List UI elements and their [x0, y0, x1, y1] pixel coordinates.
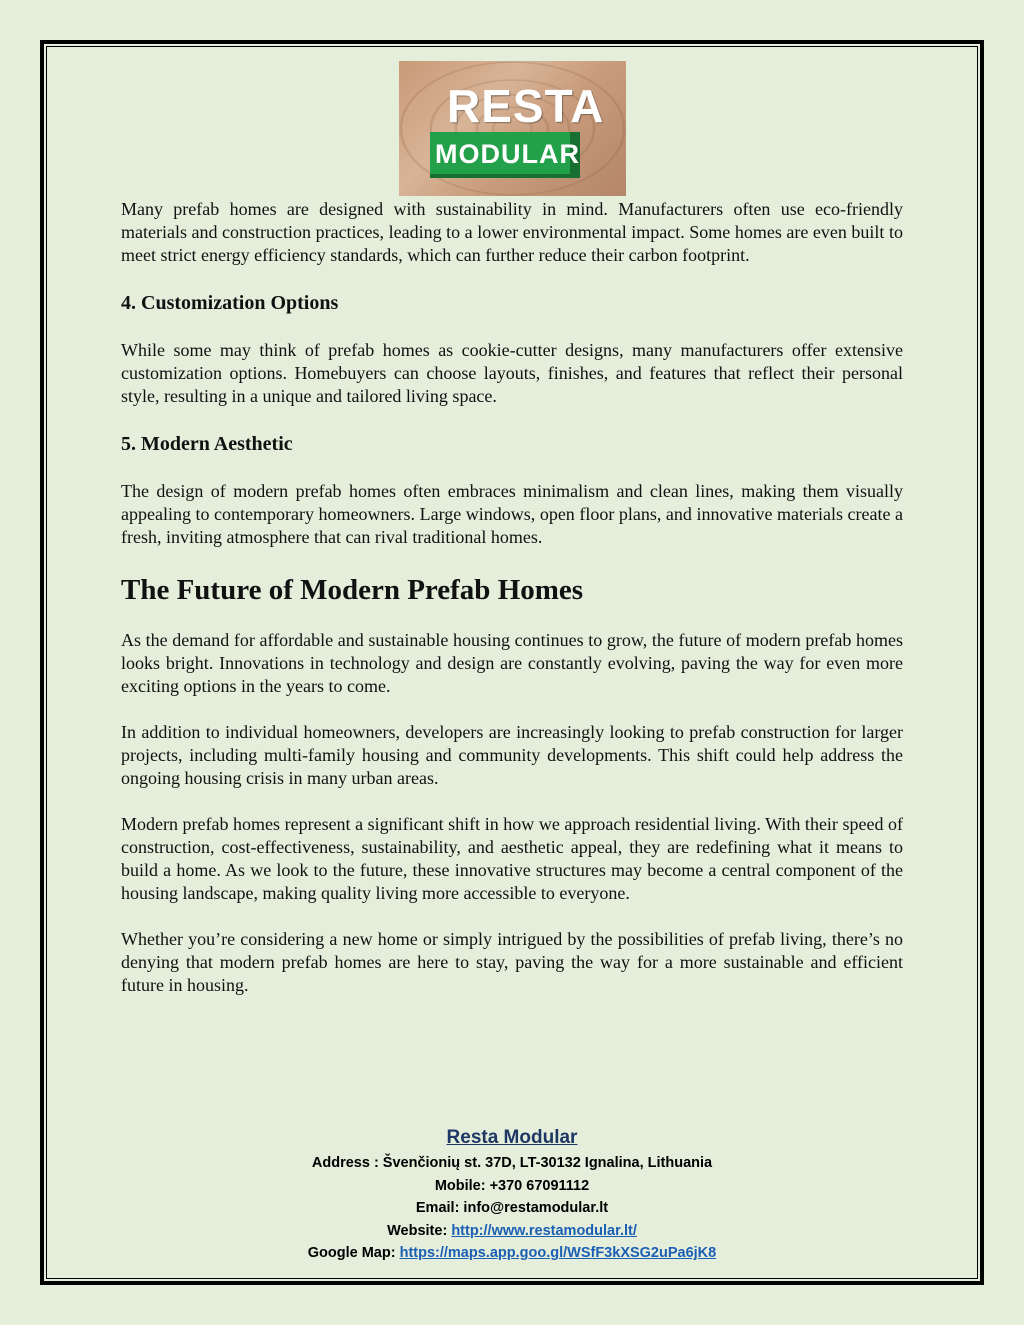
section5-paragraph: The design of modern prefab homes often embraces minimalism and clean lines, making them visually appealing to contemporary homeowners. Large windows, open floor plans, and innovative materials create a fresh, inviting atmosphere that can rival traditional homes.	[121, 481, 903, 547]
contact-footer	[46, 1124, 978, 1265]
mobile-line: Mobile: +370 67091112	[434, 1177, 590, 1194]
future-paragraph-1: As the demand for affordable and sustainable housing continues to grow, the future of modern prefab homes looks bright. Innovations in technology and design are constantly evolving, paving the way for even more exciting options in the years to come.	[121, 630, 903, 696]
section4-heading: 4. Customization Options	[121, 292, 339, 314]
google-map-link[interactable]: https://maps.app.goo.gl/WSfF3kXSG2uPa6jK8	[399, 1245, 717, 1261]
future-paragraph-2: In addition to individual homeowners, developers are increasingly looking to prefab construction for larger projects, including multi-family housing and community developments. This shift could help address the ongoing housing crisis in many urban areas.	[121, 722, 903, 788]
future-paragraph-4: Whether you’re considering a new home or simply intrigued by the possibilities of prefab living, there’s no denying that modern prefab homes are here to stay, paving the way for a more sustainable and efficient future in housing.	[121, 929, 903, 995]
map-line	[46, 1242, 978, 1265]
logo-line1: RESTA	[447, 80, 605, 132]
email-line: Email: info@restamodular.lt	[415, 1200, 609, 1216]
section4-paragraph: While some may think of prefab homes as cookie-cutter designs, many manufacturers offer extensive customization options. Homebuyers can choose layouts, finishes, and features that reflect their personal style, resulting in a unique and tailored living space.	[121, 340, 903, 406]
website-label: Website:	[387, 1222, 452, 1239]
article-body	[121, 198, 903, 997]
address-line: Address : Švenčionių st. 37D, LT-30132 Ignalina, Lithuania	[311, 1155, 713, 1171]
resta-modular-logo	[399, 61, 626, 196]
website-line	[46, 1220, 978, 1243]
logo-line2: MODULAR	[435, 139, 580, 169]
future-heading: The Future of Modern Prefab Homes	[121, 574, 584, 606]
future-paragraph-3: Modern prefab homes represent a significant shift in how we approach residential living. With their speed of construction, cost-effectiveness, sustainability, and aesthetic appeal, they are redefining what it means to build a home. As we look to the future, these innovative structures may become a central component of the housing landscape, making quality living more accessible to everyone.	[121, 814, 903, 903]
website-link[interactable]: http://www.restamodular.lt/	[451, 1222, 637, 1239]
intro-paragraph: Many prefab homes are designed with sustainability in mind. Manufacturers often use eco-friendly materials and construction practices, leading to a lower environmental impact. Some homes are even built to meet strict energy efficiency standards, which can further reduce their carbon footprint.	[121, 199, 903, 265]
company-name: Resta Modular	[446, 1127, 578, 1148]
map-label: Google Map:	[307, 1245, 400, 1261]
section5-heading: 5. Modern Aesthetic	[121, 433, 293, 455]
